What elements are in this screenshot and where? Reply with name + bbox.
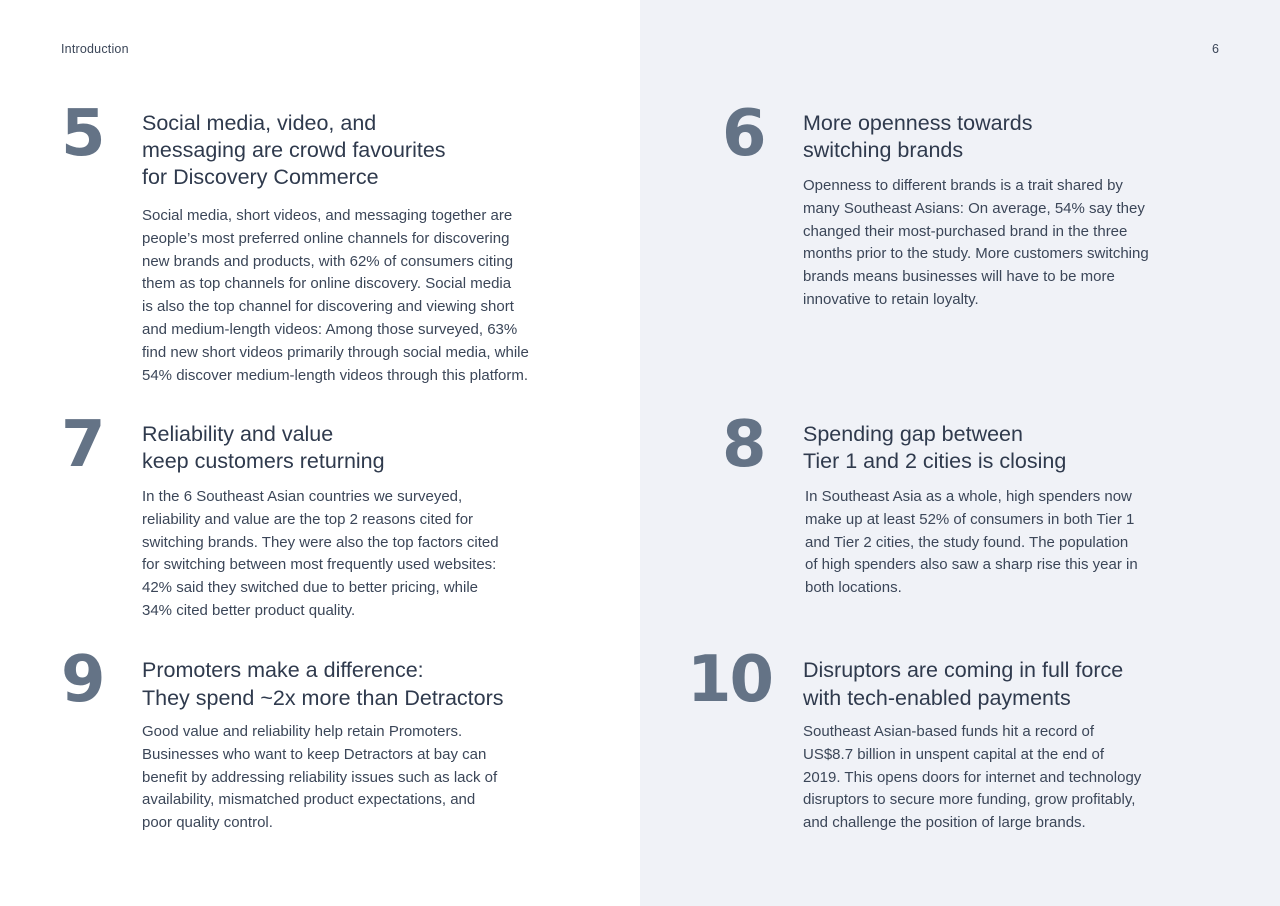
finding-title: Disruptors are coming in full force with tech-enabled payments bbox=[803, 658, 1124, 710]
finding-number: 5 bbox=[61, 97, 104, 171]
finding-title: More openness towards switching brands bbox=[803, 111, 1033, 162]
finding-number: 7 bbox=[61, 408, 104, 482]
finding-body: Social media, short videos, and messaging together are people’s most preferred online channels for discovering new brands and products, with 62% of consumers citing them as top channels for online discovery. Social media is also the top channel for discovering and viewing short and medium-length videos: Among those surveyed, 63% find new short videos primarily through social media, while 54% discover medium-length videos through this platform. bbox=[142, 207, 529, 384]
finding-title: Promoters make a difference: They spend ~2x more than Detractors bbox=[142, 658, 504, 710]
finding-title: Social media, video, and messaging are crowd favourites for Discovery Commerce bbox=[142, 111, 446, 189]
finding-body: Good value and reliability help retain Promoters. Businesses who want to keep Detractors at bay can benefit by addressing reliability issues such as lack of availability, mismatched product expectations, and poor quality control. bbox=[142, 723, 498, 832]
finding-number: 8 bbox=[722, 408, 765, 482]
finding-number: 9 bbox=[61, 643, 104, 717]
finding-number: 6 bbox=[722, 97, 765, 171]
finding-body: In Southeast Asia as a whole, high spenders now make up at least 52% of consumers in both Tier 1 and Tier 2 cities, the study found. The population of high spenders also saw a sharp rise this year in both locations. bbox=[805, 488, 1138, 597]
section-label: Introduction bbox=[61, 42, 129, 56]
finding-body: Southeast Asian-based funds hit a record of US$8.7 billion in unspent capital at the end of 2019. This opens doors for internet and technology disruptors to secure more funding, grow profitably, and challenge the position of large brands. bbox=[803, 723, 1142, 832]
finding-title: Reliability and value keep customers returning bbox=[142, 422, 385, 473]
page-number: 6 bbox=[1212, 42, 1219, 56]
finding-number: 10 bbox=[687, 643, 773, 717]
finding-body: In the 6 Southeast Asian countries we surveyed, reliability and value are the top 2 reasons cited for switching brands. They were also the top factors cited for switching between most frequently used websites: 42% said they switched due to better pricing, while 34% cited better product quality. bbox=[142, 488, 499, 619]
finding-body: Openness to different brands is a trait shared by many Southeast Asians: On average, 54% say they changed their most-purchased brand in the three months prior to the study. More customers switching brands means businesses will have to be more innovative to retain loyalty. bbox=[803, 177, 1149, 308]
finding-title: Spending gap between Tier 1 and 2 cities is closing bbox=[803, 422, 1067, 473]
